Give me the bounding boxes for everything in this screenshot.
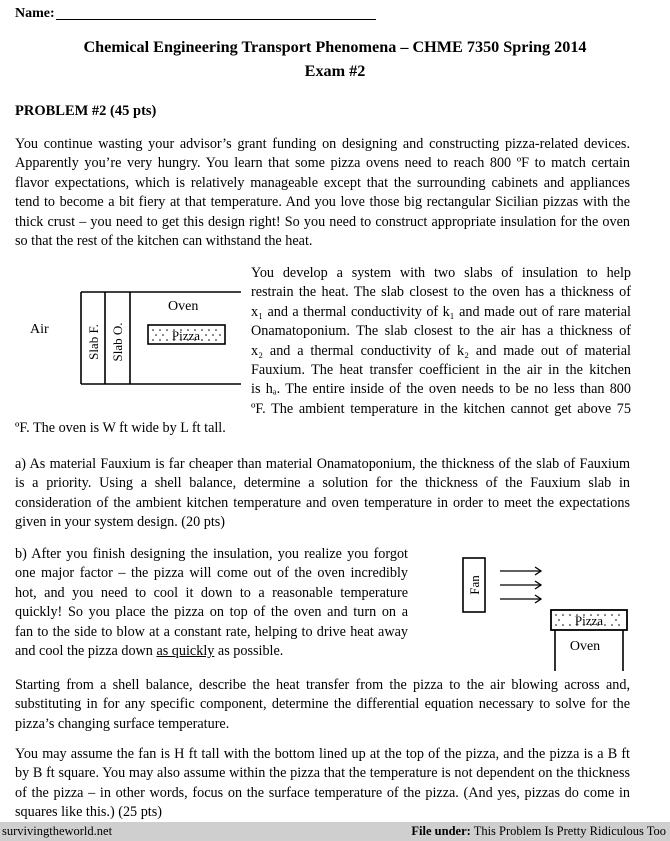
system-line: is hₐ. The entire inside of the oven needs to be no less than 800 bbox=[251, 381, 631, 398]
intro-paragraph: You continue wasting your advisor’s grant funding on designing and constructing pizza-related devices. Apparently you’re very hungry. You learn that some pizza ovens need to reach 800 ºF to match certain flavor expectations, which is relatively manageable except that the surrounding cabinets and appliances tend to become a bit fiery at that temperature. And you love those big rectangular Sicilian pizzas with the thick crust – you need to get this design right! So you need to construct appropriate insulation for the oven so that the rest of the kitchen can withstand the heat. bbox=[15, 136, 630, 250]
name-label: Name: bbox=[15, 6, 55, 21]
system-line: Fauxium. The heat transfer coefficient in the air in the kitchen bbox=[251, 362, 631, 379]
part-b-last-line: and cool the pizza down as quickly as possible. bbox=[15, 643, 284, 660]
part-b-line: hot, and you need to cool it down to a reasonable temperature bbox=[15, 584, 408, 601]
part-b-paragraph bbox=[15, 545, 408, 661]
system-line: Onamatoponium. The slab closest to the air has a thickness of bbox=[251, 323, 631, 340]
pizza-label: Pizza bbox=[574, 613, 604, 628]
page-subtitle: Exam #2 bbox=[304, 62, 366, 80]
insulation-diagram bbox=[20, 280, 245, 390]
airflow-arrows bbox=[500, 567, 541, 603]
fan-label: Fan bbox=[467, 575, 482, 595]
part-b-line: fan to the side to blow at a constant rate, helping to drive heat away bbox=[15, 623, 408, 640]
system-last-line: ºF. The oven is W ft wide by L ft tall. bbox=[15, 420, 226, 436]
file-under-label: File under: bbox=[411, 824, 471, 838]
page-title: Chemical Engineering Transport Phenomena – CHME 7350 Spring 2014 bbox=[83, 38, 587, 56]
system-line: restrain the heat. The slab closest to the oven has a thickness of bbox=[251, 284, 631, 301]
system-line: x₂ and a thermal conductivity of k₂ and made out of material bbox=[251, 342, 631, 359]
system-line: You develop a system with two slabs of insulation to help bbox=[251, 265, 631, 281]
oven-label: Oven bbox=[168, 299, 199, 314]
file-under-value: This Problem Is Pretty Ridiculous Too bbox=[473, 824, 666, 838]
part-a-paragraph: a) As material Fauxium is far cheaper than material Onamatoponium, the thickness of the slab of Fauxium is a priority. Using a shell balance, determine a solution for the thickness of the Fauxium slab in consideration of the ambient kitchen temperature and oven temperature in order to meet the expectations given in your system design. (20 pts) bbox=[15, 456, 630, 531]
emphasis-underline: as quickly bbox=[156, 643, 215, 660]
pizza-label: Pizza bbox=[171, 328, 201, 343]
shell-balance-paragraph: Starting from a shell balance, describe the heat transfer from the pizza to the air blowing across and, substituting in for any specific component, determine the differential equation necessary to solve for the pizza’s changing surface temperature. bbox=[15, 677, 630, 732]
slab-f-label: Slab F. bbox=[86, 324, 101, 360]
oven-label: Oven bbox=[569, 639, 601, 654]
assumptions-paragraph: You may assume the fan is H ft tall with the bottom lined up at the top of the pizza, and the pizza is a B ft by B ft square. You may also assume within the pizza that the temperature is not dependent on the thickness of the pizza – in other words, focus on the surface temperature of the pizza. (And yes, pizzas do come in squares like this.) (25 pts) bbox=[15, 746, 630, 821]
part-b-line: quickly! So you place the pizza on top of the oven and turn on a bbox=[15, 604, 408, 621]
air-label: Air bbox=[30, 322, 49, 337]
system-description bbox=[251, 264, 631, 419]
system-line: ºF. The ambient temperature in the kitchen cannot get above 75 bbox=[251, 400, 631, 417]
system-line: x₁ and a thermal conductivity of k₁ and made out of rare material bbox=[251, 303, 631, 320]
part-b-line: b) After you finish designing the insulation, you realize you forgot bbox=[15, 546, 408, 562]
part-b-line: one major factor – the pizza will come out of the oven incredibly bbox=[15, 565, 408, 582]
footer-file-under bbox=[411, 824, 666, 839]
fan-cooling-diagram bbox=[455, 555, 635, 675]
problem-heading: PROBLEM #2 (45 pts) bbox=[15, 103, 157, 119]
footer-site-link[interactable]: survivingtheworld.net bbox=[2, 824, 113, 838]
slab-o-label: Slab O. bbox=[110, 322, 125, 362]
name-line bbox=[56, 19, 376, 20]
